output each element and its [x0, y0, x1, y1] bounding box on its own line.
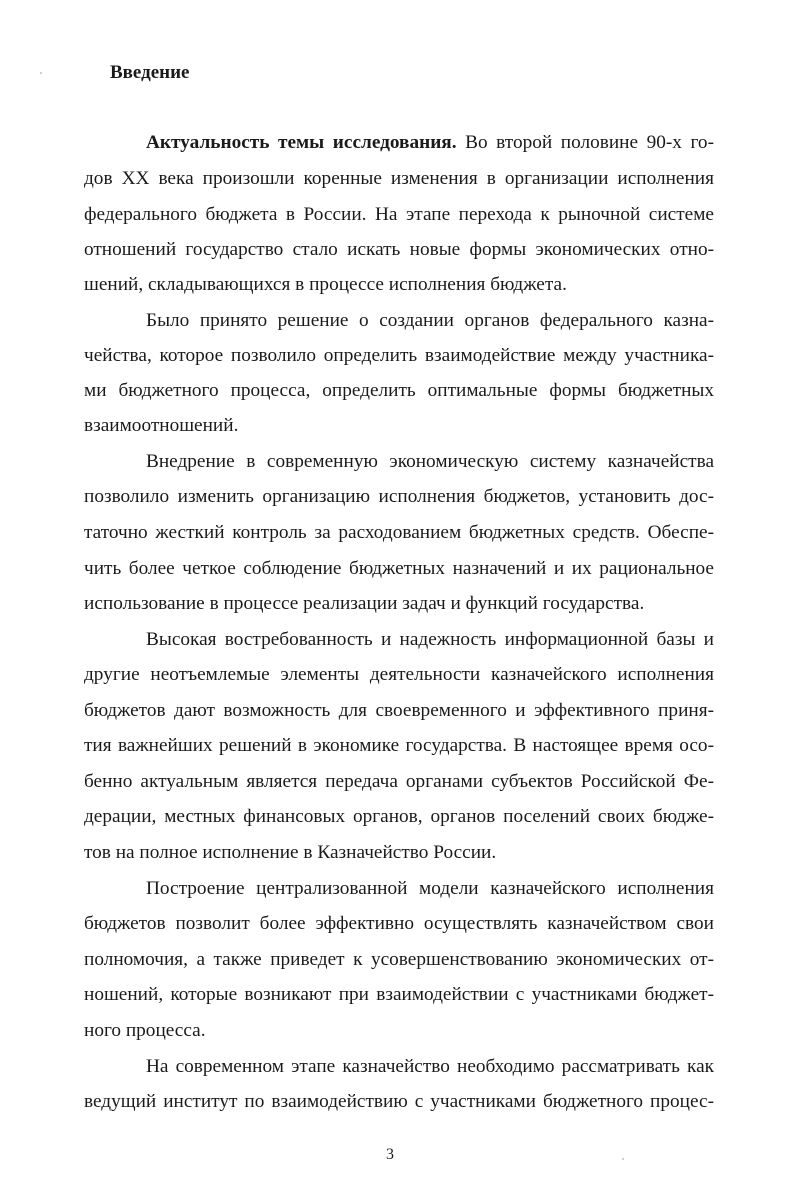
paragraph-1-line-5: шений, складывающихся в процессе исполнения бюджета. — [84, 274, 567, 295]
paragraph-3-line-4: чить более четкое соблюдение бюджетных назначений и их рациональное — [84, 558, 714, 579]
paragraph-1-line-2: дов XX века произошли коренные изменения в организации исполнения — [84, 168, 714, 189]
paragraph-5-line-5: ного процесса. — [84, 1020, 206, 1041]
paragraph-2-line-4: взаимоотношений. — [84, 415, 239, 436]
paragraph-6-line-1: На современном этапе казначейство необходимо рассматривать как — [146, 1056, 714, 1077]
paragraph-3-line-3: таточно жесткий контроль за расходованием бюджетных средств. Обеспе- — [84, 522, 714, 543]
paragraph-2-line-3: ми бюджетного процесса, определить оптимальные формы бюджетных — [84, 380, 714, 401]
section-heading: Введение — [110, 62, 190, 83]
paragraph-1-line-4: отношений государство стало искать новые формы экономических отно- — [84, 239, 714, 260]
paragraph-3-line-1: Внедрение в современную экономическую систему казначейства — [146, 451, 714, 472]
paragraph-3-line-5: использование в процессе реализации задач и функций государства. — [84, 593, 645, 614]
paragraph-1-line-1-rest: Во второй половине 90-х го- — [456, 132, 714, 153]
paragraph-2-line-1: Было принято решение о создании органов федерального казна- — [146, 310, 714, 331]
paragraph-3-line-2: позволило изменить организацию исполнения бюджетов, установить дос- — [84, 486, 714, 507]
paragraph-4-line-6: дерации, местных финансовых органов, органов поселений своих бюдже- — [84, 806, 714, 827]
paragraph-2-line-2: чейства, которое позволило определить взаимодействие между участника- — [84, 345, 714, 366]
paragraph-1-line-3: федерального бюджета в России. На этапе перехода к рыночной системе — [84, 204, 714, 225]
paragraph-4-line-2: другие неотъемлемые элементы деятельности казначейского исполнения — [84, 664, 714, 685]
scan-speck — [622, 1158, 624, 1160]
paragraph-5-line-4: ношений, которые возникают при взаимодействии с участниками бюджет- — [84, 984, 714, 1005]
page-number: 3 — [386, 1146, 394, 1163]
paragraph-5-line-3: полномочия, а также приведет к усовершенствованию экономических от- — [84, 949, 714, 970]
paragraph-4-line-1: Высокая востребованность и надежность информационной базы и — [146, 629, 714, 650]
paragraph-1-line-1 — [146, 131, 714, 155]
paragraph-5-line-2: бюджетов позволит более эффективно осуществлять казначейством свои — [84, 913, 714, 934]
paragraph-4-line-4: тия важнейших решений в экономике государства. В настоящее время осо- — [84, 735, 714, 756]
paragraph-6-line-2: ведущий институт по взаимодействию с участниками бюджетного процес- — [84, 1091, 714, 1112]
paragraph-4-line-7: тов на полное исполнение в Казначейство России. — [84, 842, 497, 863]
paragraph-4-line-3: бюджетов дают возможность для своевременного и эффективного приня- — [84, 700, 714, 721]
scan-speck — [40, 72, 42, 74]
paragraph-1-lead: Актуальность темы исследования. — [146, 132, 457, 153]
paragraph-5-line-1: Построение централизованной модели казначейского исполнения — [146, 878, 714, 899]
paragraph-4-line-5: бенно актуальным является передача органами субъектов Российской Фе- — [84, 771, 714, 792]
